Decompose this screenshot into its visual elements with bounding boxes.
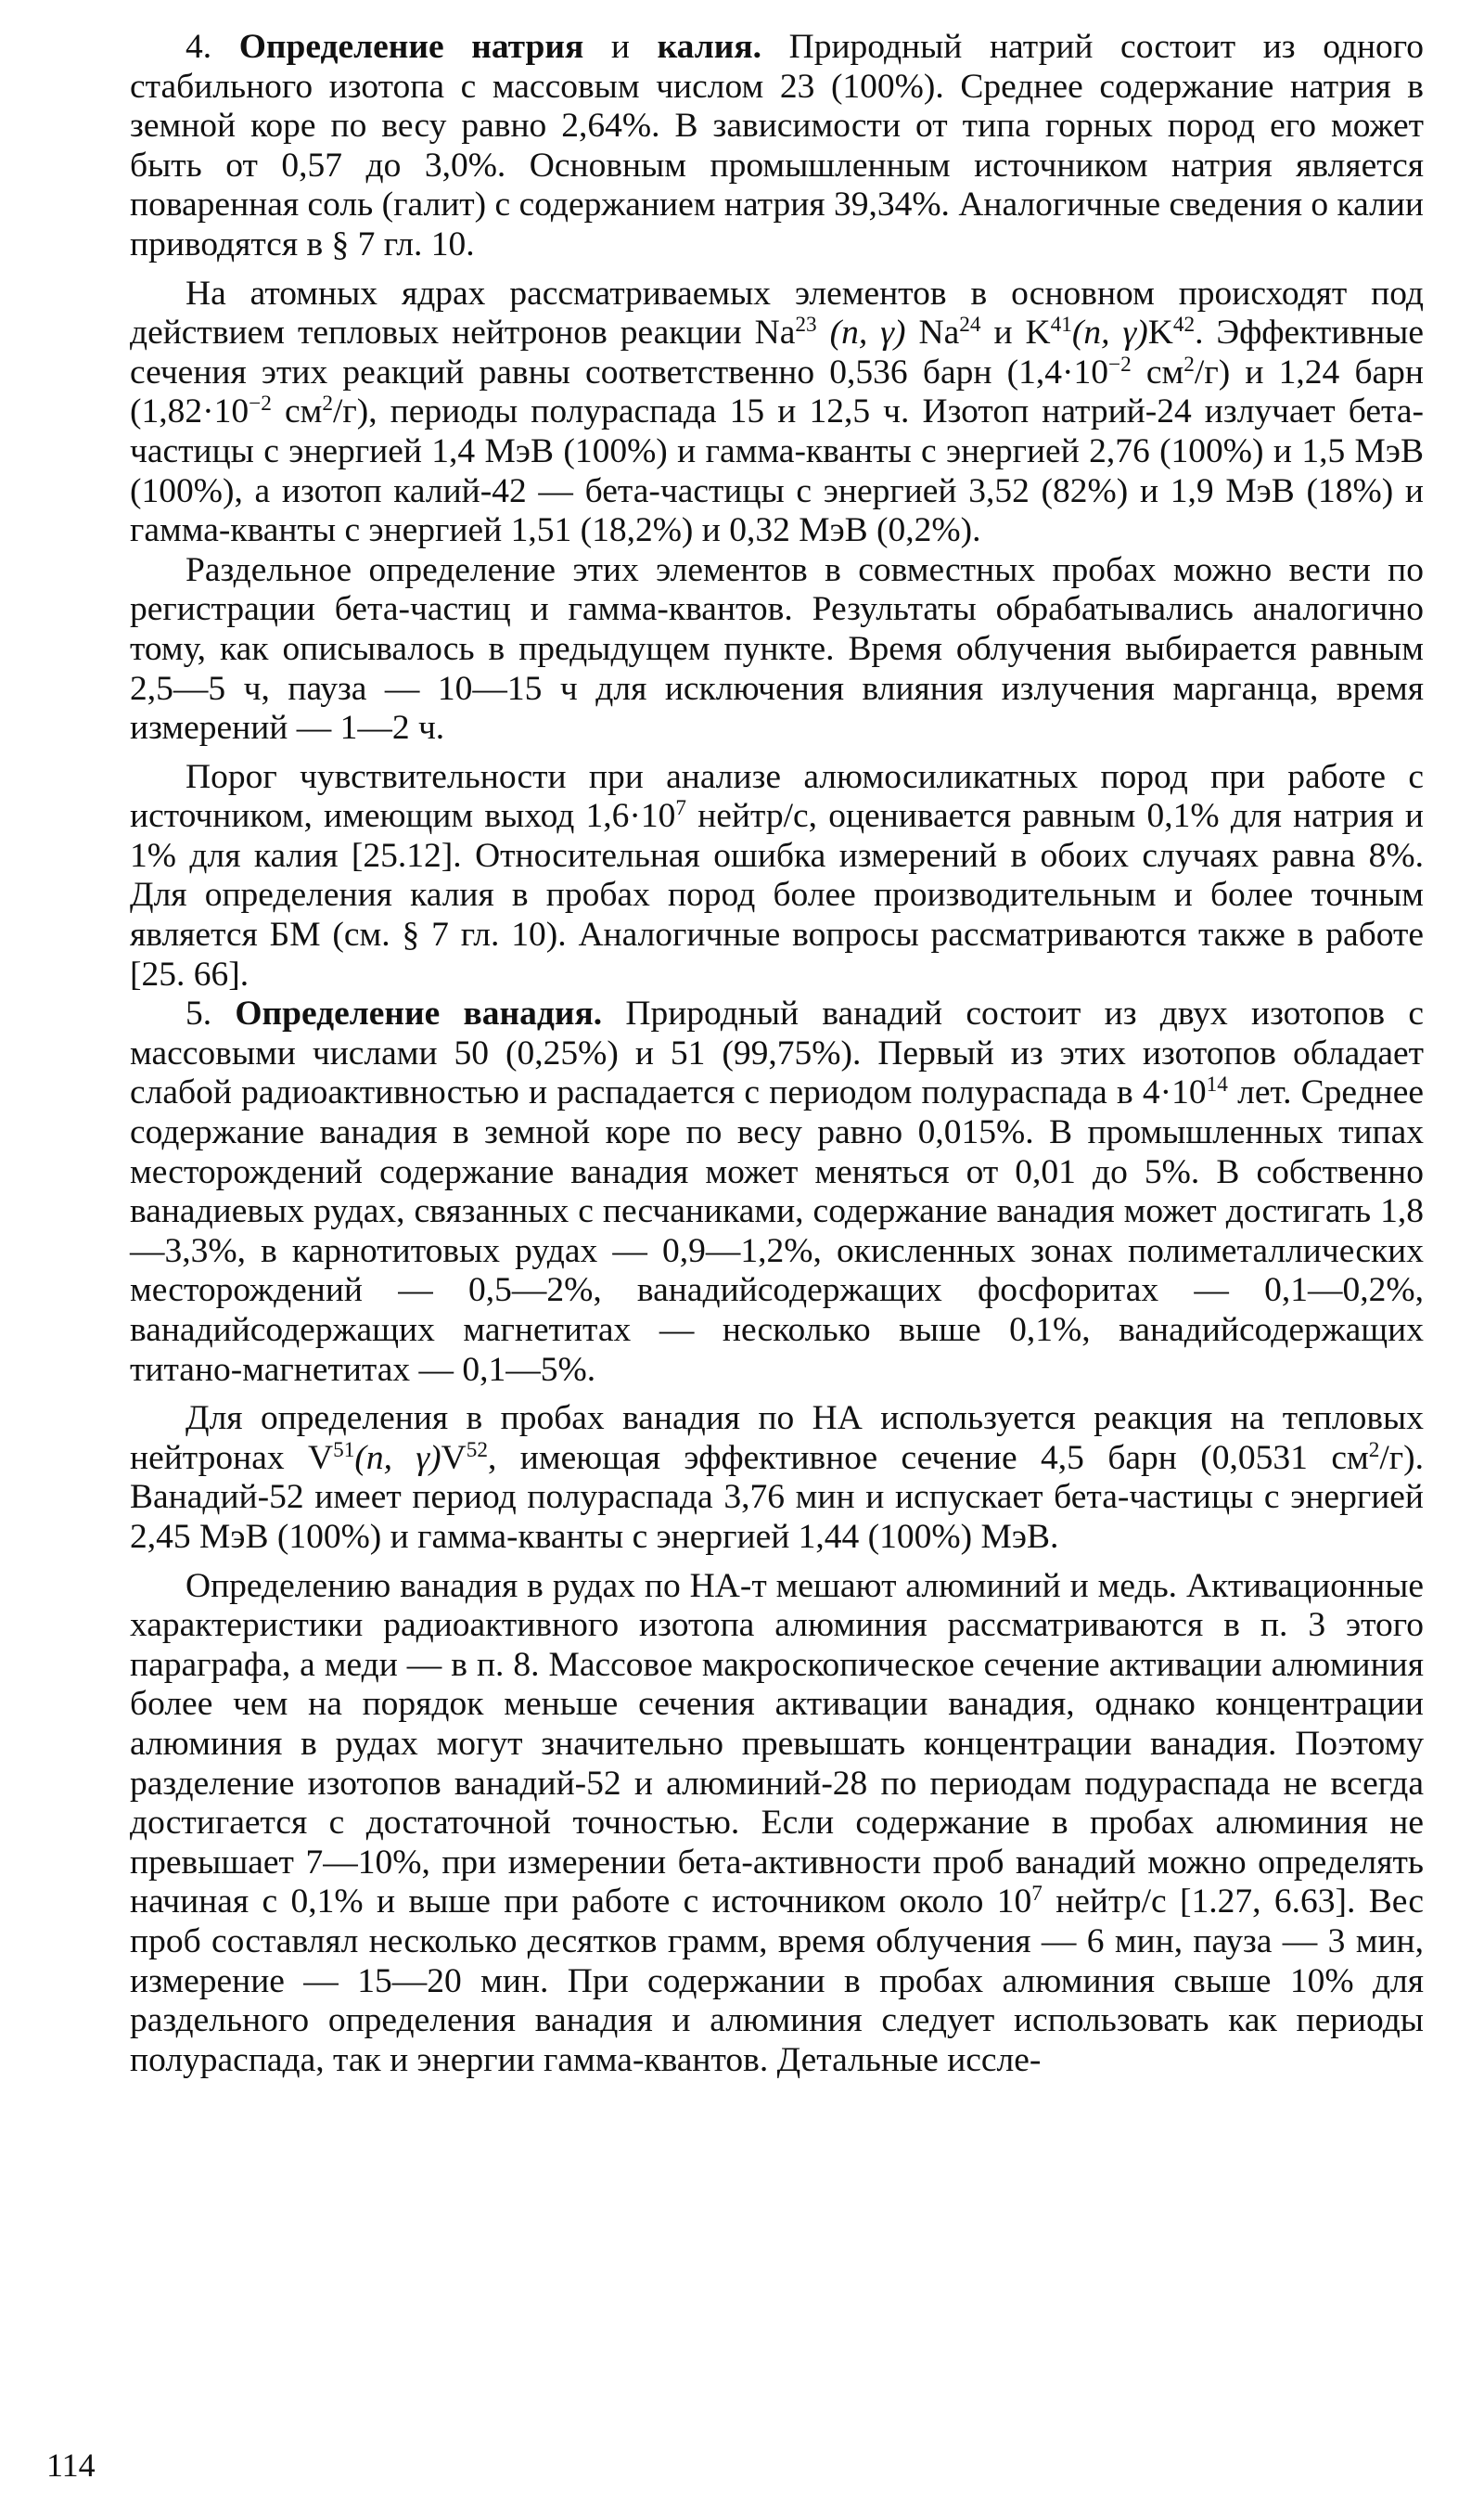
paragraph-sodium-potassium: 4. Определение натрия и калия. Природный натрий состоит из одного стабильного изотопа с массовым числом 23 (100%). Среднее содержание натрия в земной коре по весу равно 2,64%. В зависимости от типа горных пород его может быть от 0,57 до 3,0%. Основным промышленным источником натрия является поваренная соль (галит) с содержанием натрия 39,34%. Аналогичные сведения о калии приводятся в § 7 гл. 10. [130,28,1424,263]
section-title: Определение ванадия. [235,995,603,1034]
section-number: 4. [186,28,212,66]
paragraph-vanadium-reaction: Для определения в пробах ванадия по НА используется реакция на тепловых нейтронах $V^{51}(n$, $\gamma)V^{52}$, имеющая эффективное сечение 4,5 барн (0,0531 $см^2/г$). Ванадий-52 имеет период полураспада 3,76 мин и испускает бета-частицы с энергией 2,45 МэВ (100%) и гамма-кванты с энергией 1,44 (100%) МэВ. [130,1399,1424,1556]
paragraph-separate-determination [130,551,1424,749]
paragraph-interference: Определению ванадия в рудах по НА-т мешают алюминий и медь. Активационные характеристики радиоактивного изотопа алюминия рассматриваются в п. 3 этого параграфа, а меди — в п. 8. Массовое макроскопическое сечение активации алюминия более чем на порядок меньше сечения активации ванадия, однако концентрации алюминия в рудах могут значительно превышать концентрации ванадия. Поэтому разделение изотопов ванадий-52 и алюминий-28 по периодам подураспада не всегда достигается с достаточной точностью. Если содержание в пробах алюминия не превышает 7—10%, при измерении бета-активности проб ванадий можно определять начиная с 0,1% и выше при работе с источником около $10^7$ нейтр/с [1.27, 6.63]. Вес проб составлял несколько десятков грамм, время облучения — 6 мин, пауза — 3 мин, измерение — 15—20 мин. При содержании в пробах алюминия свыше 10% для раздельного определения ванадия и алюминия следует использовать как периоды полураспада, так и энергии гамма-квантов. Детальные иссле- [130,1566,1425,2079]
section-title: калия. [657,28,762,66]
paragraph-text: Природный натрий состоит из одного стабильного изотопа с массовым числом 23 (100%). Среднее содержание натрия в земной коре по весу равно 2,64%. В зависимости от типа горных пород его может быть от 0,57 до 3,0%. Основным промышленным источником натрия является поваренная соль (галит) с содержанием натрия 39,34%. Аналогичные сведения о калии приводятся в § 7 гл. 10. [130,28,1424,263]
page-number: 114 [46,2447,96,2484]
paragraph-sensitivity-threshold: Порог чувствительности при анализе алюмосиликатных пород при работе с источником, имеющим выход $1,6\cdot 10^7$ нейтр/с, оценивается равным 0,1% для натрия и 1% для калия [25.12]. Относительная ошибка измерений в обоих случаях равна 8%. Для определения калия в пробах пород более производительным и более точным является БМ (см. § 7 гл. 10). Аналогичные вопросы рассматриваются также в работе [25. 66]. [130,757,1424,994]
section-title: Определение натрия [238,28,584,66]
paragraph-vanadium: 5. Определение ванадия. Природный ванадий состоит из двух изотопов с массовыми числами 50 (0,25%) и 51 (99,75%). Первый из этих изотопов обладает слабой радиоактивностью и распадается с периодом полураспада в $4\cdot 10^{14}$ лет. Среднее содержание ванадия в земной коре по весу равно 0,015%. В промышленных типах месторождений содержание ванадия может меняться от 0,01 до 5%. В собственно ванадиевых рудах, связанных с песчаниками, содержание ванадия может достигать 1,8—3,3%, в карнотитовых рудах — 0,9—1,2%, окисленных зонах полиметаллических месторождений — 0,5—2%, ванадийсодержащих фосфоритах — 0,1—0,2%, ванадийсодержащих магнетитах — несколько выше 0,1%, ванадийсодержащих титано-магнетитах — 0,1—5%. [130,995,1425,1389]
paragraph-text: Раздельное определение этих элементов в совместных пробах можно вести по регистрации бета-частиц и гамма-квантов. Результаты обрабатывались аналогично тому, как описывалось в предыдущем пункте. Время облучения выбирается равным 2,5—5 ч, пауза — 10—15 ч для исключения влияния излучения марганца, время измерений — 1—2 ч. [130,550,1424,748]
page-body [130,28,1424,2080]
section-number: 5. [186,995,212,1034]
paragraph-reactions-na-k: На атомных ядрах рассматриваемых элементов в основном происходят под действием тепловых нейтронов реакции Na$^{23}$ (n, γ) Na$^{24}$ и $K^{41}(n$, $\gamma)K^{42}$. Эффективные сечения этих реакций равны соответственно 0,536 барн ($1,4\cdot 10^{-2}$ $см^2/г$) и 1,24 барн ($1,82\cdot 10^{-2}$ $см^2/г$), периоды полураспада 15 и 12,5 ч. Изотоп натрий-24 излучает бета-частицы с энергией 1,4 МэВ (100%) и гамма-кванты с энергией 2,76 (100%) и 1,5 МэВ (100%), а изотоп калий-42 — бета-частицы с энергией 3,52 (82%) и 1,9 МэВ (18%) и гамма-кванты с энергией 1,51 (18,2%) и 0,32 МэВ (0,2%). [130,274,1425,550]
